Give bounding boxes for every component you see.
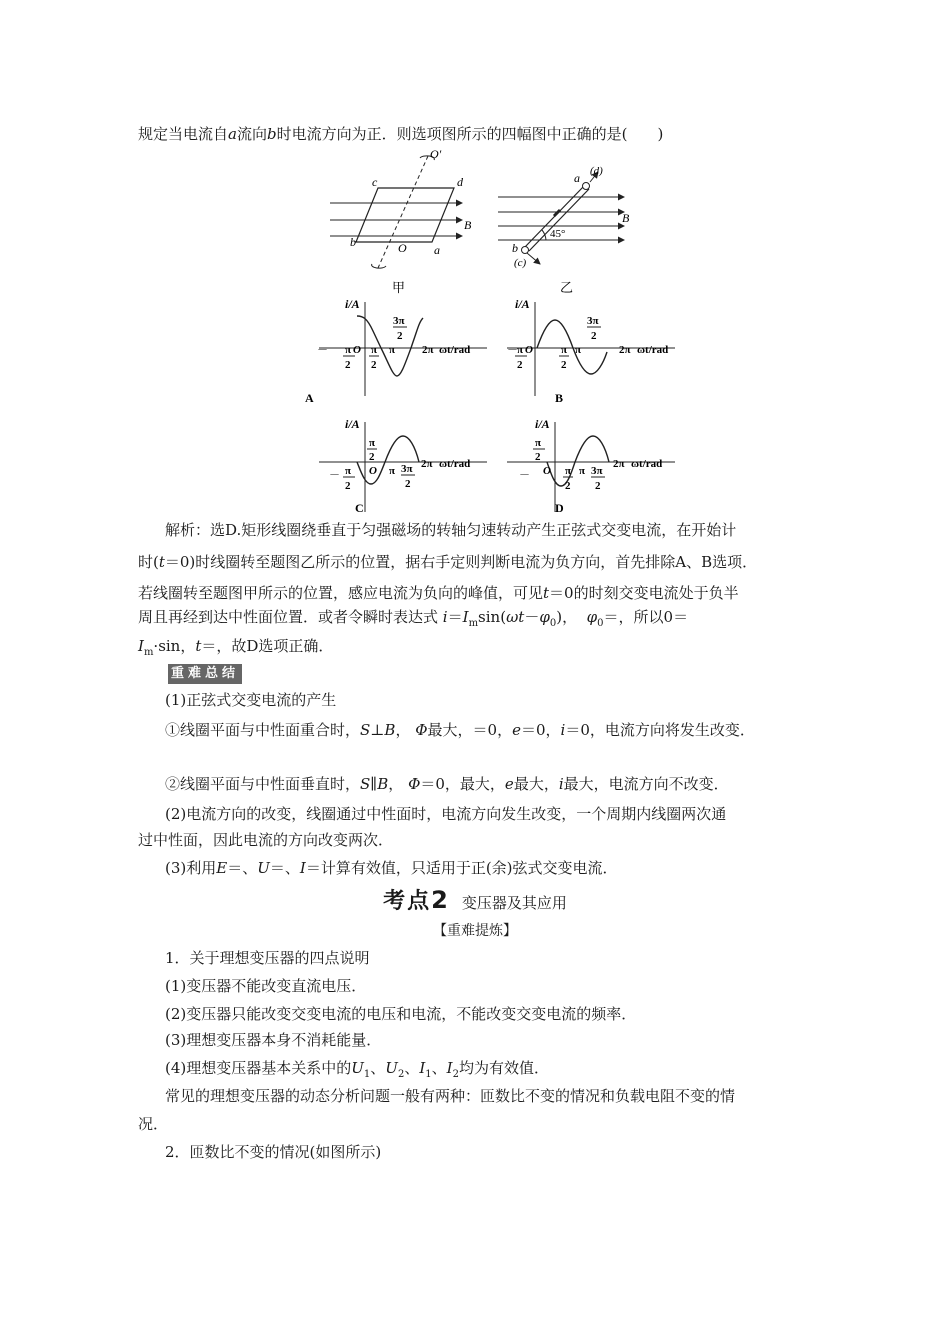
t: 、 [370,1059,386,1077]
section-title: 考点 [383,889,432,914]
jia-a: a [434,243,440,257]
var-I: I [419,1059,426,1077]
var-Phi: Φ [408,775,421,793]
t: ＝计算有效值，只适用于正(余)弦式交变电流． [305,859,618,877]
sub-heading: 【重难提炼】 [433,923,517,939]
jia-c: c [372,175,378,189]
graph-D [503,416,683,516]
t: ＝、 [227,859,258,877]
section-number: 2 [431,886,448,914]
graph-C-yaxis: i/A [345,417,360,431]
var-I: I [138,637,144,655]
graph-D-pi2-den: 2 [565,480,571,492]
yi-angle: 45° [550,228,566,240]
var-e: e [504,775,514,793]
graph-C-O: O [369,465,377,477]
var-i: i [558,775,564,793]
graph-C-3pi-den: 2 [405,478,411,490]
graph-D-label: D [555,501,564,515]
graph-B-label: B [555,391,564,405]
summary-badge: 重难总结 [168,664,242,684]
sub-0: 0 [549,618,557,629]
yi-a: a [574,171,580,185]
graph-C-neg: － [329,469,340,481]
graph-A-2pi: 2π [422,344,434,356]
t: ＝0，电流方向将发生改变． [565,721,755,739]
yi-c: (c) [514,257,527,269]
t: ＝0的时刻交变电流处于负半 [549,584,739,602]
graph-C [315,416,495,516]
graph-B [503,296,683,406]
t: ∥ [370,775,378,793]
t: 最大，电流方向不改变． [563,775,729,793]
t: (2)电流方向的改变，线圈通过中性面时，电流方向发生改变，一个周期内线圈两次通 [165,805,727,823]
var-phi: φ [586,608,598,626]
analysis-text: 解析：选D.矩形线圈绕垂直于匀强磁场的转轴匀速转动产生正弦式交变电流，在开始计 [165,521,737,539]
jia-O: O [398,241,407,255]
t: 、 [404,1059,420,1077]
var-U: U [351,1059,364,1077]
var-S: S [360,721,371,739]
t: ， [388,775,404,793]
graph-A-xaxis: ωt/rad [439,344,471,356]
t: － [524,608,540,626]
graph-A-O: O [353,344,361,356]
var-E: E [216,859,228,877]
sub: 1 [425,1069,432,1080]
var-a: a [228,125,237,143]
graph-C-pi: π [389,465,396,477]
var-I: I [299,859,306,877]
sub-0: 0 [597,618,604,629]
graph-B-neg-den: 2 [517,359,523,371]
t: 均为有效值． [458,1059,549,1077]
graph-A-pi: π [389,344,396,356]
graph-D-negpi: π [535,437,542,449]
t: 1．关于理想变压器的四点说明 [165,949,370,967]
t: sin( [478,608,507,626]
var-S: S [360,775,371,793]
t: ＝0， [520,721,561,739]
summary-line-5 [138,830,393,850]
jia-B: B [464,218,472,232]
graph-D-pi: π [579,465,586,477]
t: ＝、 [269,859,300,877]
var-U: U [257,859,270,877]
sub-m: m [468,618,479,629]
t: 、 [431,1059,447,1077]
graph-C-pi2-den: 2 [369,451,375,463]
section-subtitle: 变压器及其应用 [461,894,567,912]
graph-B-2pi: 2π [619,344,631,356]
t: ＝ [447,608,463,626]
t: ②线圈平面与中性面垂直时， [165,775,361,793]
graph-D-3pi: 3π [591,465,603,477]
var-B: B [384,721,396,739]
graph-A-neg-den: 2 [345,359,351,371]
sub: 2 [397,1069,405,1080]
t: )， [556,608,578,626]
t: ， [395,721,411,739]
t: ＝0)时线圈转至题图乙所示的位置，据右手定则判断电流为负方向，首先排除A、B选项． [164,553,758,571]
var-t: t [195,637,202,655]
t: 况． [138,1115,169,1133]
graph-D-2pi: 2π [613,458,625,470]
graph-C-neg-den: 2 [345,480,351,492]
graph-A-neg: － [317,344,328,356]
t: (1)正弦式交变电流的产生 [165,691,337,709]
graph-B-yaxis: i/A [515,297,530,311]
t: ⊥ [370,721,385,739]
graph-C-negpi: π [345,465,352,477]
graph-A-3pi-den: 2 [397,330,403,342]
jia-label: 甲 [392,280,406,295]
graph-A-yaxis: i/A [345,297,360,311]
graph-D-xaxis: ωt/rad [631,458,663,470]
var-wt: ωt [506,608,525,626]
graph-D-neg: － [519,469,530,481]
yi-label: 乙 [560,280,574,295]
intro-text-1: 规定当电流自 [138,125,229,143]
graph-B-pi2: π [561,344,568,356]
graph-A-pi2: π [371,344,378,356]
t: (3)利用 [165,859,217,877]
graph-C-pi2: π [369,437,376,449]
analysis-line-5 [138,636,333,663]
sub-m: m [143,647,154,658]
sub: 2 [452,1069,459,1080]
coil-figure-yi [494,160,644,296]
analysis-line-1 [165,520,736,540]
graph-A-pi2-den: 2 [371,359,377,371]
t: 过中性面，因此电流的方向改变两次． [138,831,394,849]
graph-B-neg: － [507,344,518,356]
graph-D-O: O [543,465,551,477]
graph-A-label: A [305,391,314,405]
t: ＝，所以0＝ [603,608,689,626]
t: 最大， [513,775,559,793]
sub: 1 [363,1069,371,1080]
graph-A-3pi: 3π [393,315,405,327]
t: (1)变压器不能改变直流电压． [165,977,367,995]
graph-A [305,296,495,406]
summary-line-2 [165,720,755,740]
var-I: I [446,1059,453,1077]
t: 周且再经到达中性面位置．或者令瞬时表达式 [138,608,439,626]
body-p2 [165,976,366,996]
t: ①线圈平面与中性面重合时， [165,721,361,739]
graph-B-pi2-den: 2 [561,359,567,371]
graph-C-xaxis: ωt/rad [439,458,471,470]
summary-line-1 [165,690,336,710]
analysis-line-3 [138,583,739,603]
summary-line-6 [165,858,618,878]
graph-B-O: O [525,344,533,356]
body-p4 [165,1030,381,1050]
var-U: U [385,1059,398,1077]
t: 最大，＝0， [427,721,513,739]
body-p3 [165,1004,636,1024]
var-i: i [442,608,448,626]
body-p1 [165,948,370,968]
var-I: I [462,608,469,626]
var-b: b [266,125,277,143]
graph-C-label: C [355,501,364,515]
analysis-line-4 [138,607,688,634]
intro-line [138,124,663,144]
graph-B-negpi: π [517,344,524,356]
yi-B: B [622,211,630,225]
jia-b: b [350,235,356,249]
t: ＝0，最大， [420,775,505,793]
body-p5 [165,1058,549,1085]
summary-line-3 [165,774,729,794]
t: (2)变压器只能改变交变电流的电压和电流，不能改变交变电流的频率． [165,1005,637,1023]
graph-B-xaxis: ωt/rad [637,344,669,356]
intro-text-2: 流向 [236,125,267,143]
t: 常见的理想变压器的动态分析问题一般有两种：匝数比不变的情况和负载电阻不变的情 [165,1087,736,1105]
graph-B-3pi: 3π [587,315,599,327]
graph-D-yaxis: i/A [535,417,550,431]
body-p7 [138,1114,168,1134]
t: ·sin， [153,637,196,655]
graph-B-3pi-den: 2 [591,330,597,342]
graph-B-pi: π [575,344,582,356]
jia-Op: O′ [430,147,442,161]
graph-D-pi2: π [565,465,572,477]
var-t: t [543,584,550,602]
coil-figure-jia [330,146,490,296]
graph-D-neg-den: 2 [535,451,541,463]
yi-b: b [512,241,518,255]
t: 2．匝数比不变的情况(如图所示) [165,1143,382,1161]
t: (4)理想变压器基本关系中的 [165,1059,352,1077]
var-e: e [512,721,521,739]
graph-C-3pi: 3π [401,463,413,475]
analysis-line-2 [138,552,757,572]
intro-text-3: 时电流方向为正．则选项图所示的四幅图中正确的是( ) [276,125,664,143]
section-heading [0,884,950,915]
body-p6 [165,1086,735,1106]
t: (3)理想变压器本身不消耗能量． [165,1031,382,1049]
graph-A-negpi: π [345,344,352,356]
var-t: t [158,553,165,571]
t: ＝，故D选项正确． [201,637,334,655]
var-Phi: Φ [415,721,428,739]
jia-d: d [457,175,463,189]
var-i: i [560,721,566,739]
graph-C-2pi: 2π [421,458,433,470]
body-p8 [165,1142,381,1162]
summary-line-4 [165,804,726,824]
graph-D-3pi-den: 2 [595,480,601,492]
var-phi: φ [539,608,550,626]
var-B: B [377,775,389,793]
t: 若线圈转至题图甲所示的位置，感应电流为负向的峰值，可见 [138,584,544,602]
t: 时( [138,553,159,571]
yi-d: (d) [590,165,603,177]
